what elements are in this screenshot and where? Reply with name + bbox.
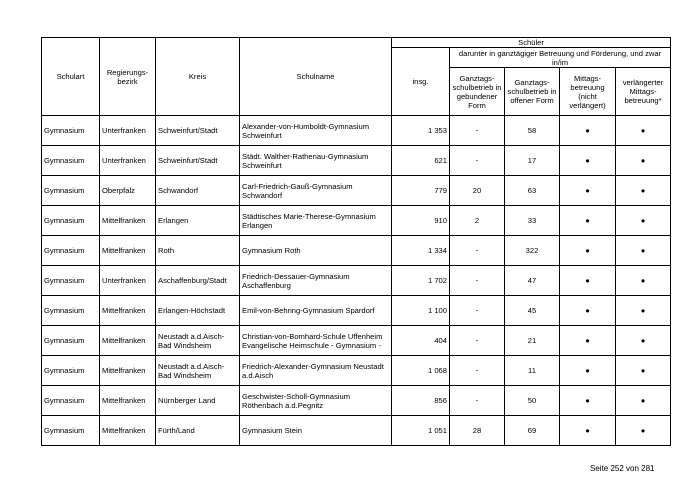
schulname-cell: Gymnasium Stein	[240, 416, 392, 446]
schulart-cell: Gymnasium	[42, 296, 100, 326]
verlaengert-cell: ●	[616, 266, 671, 296]
table-body	[42, 116, 671, 446]
insg-cell: 1 334	[392, 236, 450, 266]
bezirk-cell: Oberpfalz	[100, 176, 156, 206]
school-table	[41, 37, 671, 446]
bezirk-cell: Unterfranken	[100, 146, 156, 176]
verlaengert-cell: ●	[616, 116, 671, 146]
bezirk-cell: Mittelfranken	[100, 356, 156, 386]
kreis-cell: Schweinfurt/Stadt	[156, 116, 240, 146]
table-row	[42, 116, 671, 146]
schulart-cell: Gymnasium	[42, 356, 100, 386]
gebunden-cell: 2	[450, 206, 505, 236]
header-gebunden: Ganztags-schulbetrieb in gebundener Form	[450, 68, 505, 116]
header-offen: Ganztags-schulbetrieb in offener Form	[505, 68, 560, 116]
schulname-cell: Gymnasium Roth	[240, 236, 392, 266]
schulname-cell: Geschwister-Scholl-Gymnasium Röthenbach a.d.Pegnitz	[240, 386, 392, 416]
bezirk-cell: Unterfranken	[100, 266, 156, 296]
mittag-cell: ●	[560, 326, 616, 356]
gebunden-cell: -	[450, 116, 505, 146]
bezirk-cell: Mittelfranken	[100, 296, 156, 326]
mittag-cell: ●	[560, 266, 616, 296]
verlaengert-cell: ●	[616, 386, 671, 416]
table-row	[42, 386, 671, 416]
header-mittagsbetreuung: Mittags-betreuung (nicht verlängert)	[560, 68, 616, 116]
verlaengert-cell: ●	[616, 206, 671, 236]
mittag-cell: ●	[560, 356, 616, 386]
schulart-cell: Gymnasium	[42, 416, 100, 446]
kreis-cell: Schweinfurt/Stadt	[156, 146, 240, 176]
schulart-cell: Gymnasium	[42, 236, 100, 266]
kreis-cell: Nürnberger Land	[156, 386, 240, 416]
kreis-cell: Schwandorf	[156, 176, 240, 206]
schulname-cell: Alexander-von-Humboldt-Gymnasium Schweinfurt	[240, 116, 392, 146]
bezirk-cell: Mittelfranken	[100, 386, 156, 416]
header-regierungsbezirk: Regierungs-bezirk	[100, 38, 156, 116]
kreis-cell: Aschaffenburg/Stadt	[156, 266, 240, 296]
table-row	[42, 296, 671, 326]
bezirk-cell: Mittelfranken	[100, 206, 156, 236]
kreis-cell: Neustadt a.d.Aisch-Bad Windsheim	[156, 326, 240, 356]
verlaengert-cell: ●	[616, 146, 671, 176]
schulart-cell: Gymnasium	[42, 176, 100, 206]
mittag-cell: ●	[560, 146, 616, 176]
table-row	[42, 236, 671, 266]
offen-cell: 69	[505, 416, 560, 446]
table-row	[42, 266, 671, 296]
mittag-cell: ●	[560, 386, 616, 416]
schulname-cell: Städtisches Marie-Therese-Gymnasium Erlangen	[240, 206, 392, 236]
table-row	[42, 146, 671, 176]
schulname-cell: Friedrich-Alexander-Gymnasium Neustadt a.d.Aisch	[240, 356, 392, 386]
schulart-cell: Gymnasium	[42, 116, 100, 146]
kreis-cell: Erlangen	[156, 206, 240, 236]
bezirk-cell: Unterfranken	[100, 116, 156, 146]
table-row	[42, 326, 671, 356]
offen-cell: 17	[505, 146, 560, 176]
verlaengert-cell: ●	[616, 236, 671, 266]
offen-cell: 11	[505, 356, 560, 386]
schulname-cell: Friedrich-Dessauer-Gymnasium Aschaffenburg	[240, 266, 392, 296]
schulart-cell: Gymnasium	[42, 266, 100, 296]
header-kreis: Kreis	[156, 38, 240, 116]
verlaengert-cell: ●	[616, 416, 671, 446]
header-schulart: Schulart	[42, 38, 100, 116]
schulname-cell: Emil-von-Behring-Gymnasium Spardorf	[240, 296, 392, 326]
insg-cell: 1 702	[392, 266, 450, 296]
header-insg: insg.	[392, 48, 450, 116]
schulname-cell: Carl-Friedrich-Gauß-Gymnasium Schwandorf	[240, 176, 392, 206]
mittag-cell: ●	[560, 236, 616, 266]
verlaengert-cell: ●	[616, 326, 671, 356]
schulart-cell: Gymnasium	[42, 206, 100, 236]
insg-cell: 910	[392, 206, 450, 236]
gebunden-cell: -	[450, 146, 505, 176]
header-schueler: Schüler	[392, 38, 671, 48]
table-row	[42, 206, 671, 236]
kreis-cell: Fürth/Land	[156, 416, 240, 446]
gebunden-cell: 20	[450, 176, 505, 206]
bezirk-cell: Mittelfranken	[100, 416, 156, 446]
verlaengert-cell: ●	[616, 356, 671, 386]
offen-cell: 322	[505, 236, 560, 266]
offen-cell: 47	[505, 266, 560, 296]
schulname-cell: Städt. Walther-Rathenau-Gymnasium Schweinfurt	[240, 146, 392, 176]
schulart-cell: Gymnasium	[42, 326, 100, 356]
header-darunter: darunter in ganztägiger Betreuung und Förderung, und zwar in/im	[450, 48, 671, 68]
table-row	[42, 416, 671, 446]
verlaengert-cell: ●	[616, 296, 671, 326]
offen-cell: 33	[505, 206, 560, 236]
insg-cell: 404	[392, 326, 450, 356]
header-verlaengert: verlängerter Mittags-betreuung*	[616, 68, 671, 116]
mittag-cell: ●	[560, 296, 616, 326]
offen-cell: 45	[505, 296, 560, 326]
offen-cell: 50	[505, 386, 560, 416]
gebunden-cell: 28	[450, 416, 505, 446]
kreis-cell: Neustadt a.d.Aisch-Bad Windsheim	[156, 356, 240, 386]
table-row	[42, 176, 671, 206]
gebunden-cell: -	[450, 266, 505, 296]
offen-cell: 21	[505, 326, 560, 356]
schulart-cell: Gymnasium	[42, 146, 100, 176]
bezirk-cell: Mittelfranken	[100, 236, 156, 266]
mittag-cell: ●	[560, 176, 616, 206]
offen-cell: 63	[505, 176, 560, 206]
insg-cell: 856	[392, 386, 450, 416]
kreis-cell: Erlangen-Höchstadt	[156, 296, 240, 326]
insg-cell: 1 353	[392, 116, 450, 146]
kreis-cell: Roth	[156, 236, 240, 266]
gebunden-cell: -	[450, 326, 505, 356]
table-row	[42, 356, 671, 386]
insg-cell: 1 068	[392, 356, 450, 386]
gebunden-cell: -	[450, 386, 505, 416]
verlaengert-cell: ●	[616, 176, 671, 206]
offen-cell: 58	[505, 116, 560, 146]
gebunden-cell: -	[450, 356, 505, 386]
page-number: Seite 252 von 281	[590, 464, 655, 473]
mittag-cell: ●	[560, 116, 616, 146]
insg-cell: 621	[392, 146, 450, 176]
bezirk-cell: Mittelfranken	[100, 326, 156, 356]
mittag-cell: ●	[560, 416, 616, 446]
schulart-cell: Gymnasium	[42, 386, 100, 416]
gebunden-cell: -	[450, 236, 505, 266]
mittag-cell: ●	[560, 206, 616, 236]
schulname-cell: Christian-von-Bomhard-Schule Uffenheim Evangelische Heimschule - Gymnasium -	[240, 326, 392, 356]
gebunden-cell: -	[450, 296, 505, 326]
insg-cell: 1 100	[392, 296, 450, 326]
header-schulname: Schulname	[240, 38, 392, 116]
insg-cell: 1 051	[392, 416, 450, 446]
insg-cell: 779	[392, 176, 450, 206]
